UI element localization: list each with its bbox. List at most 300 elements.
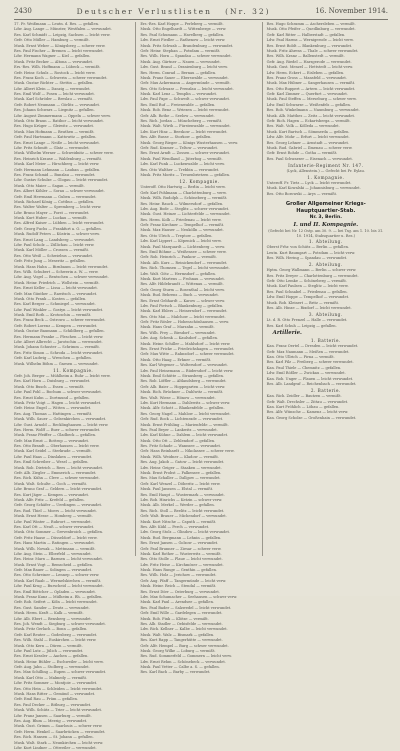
- casualty-entry: Res. Franz Schmid — Bunzlau — verwundet.: [14, 172, 96, 177]
- casualty-entry: Musk. Kurt Nitsche — Caputh — vermißt.: [140, 519, 217, 524]
- casualty-entry: Res. Fritz Dreyer — Charlottenburg — verwundet.: [266, 273, 359, 278]
- casualty-entry: Musk. Karl Meier — Hirschberg — leicht verw.: [14, 162, 100, 167]
- casualty-entry: Gefr. Rob. Heinrich — Pankow — vermißt.: [140, 255, 217, 260]
- company-subhead: 1. Kompagnie.: [307, 174, 345, 180]
- casualty-entry: Res. Aug. Thomas — Hattingen — vermißt.: [14, 411, 93, 416]
- casualty-entry: Res. Herm. Wolff — Buer — schwer verwundet.: [14, 427, 101, 432]
- casualty-entry: Res. Hugo Krüger — Gleiwitz — verwundet.: [14, 124, 95, 129]
- casualty-entry: Musk. Otto Frank — Kosten — gefallen.: [14, 296, 87, 301]
- casualty-entry: Musk. Gustav Baumann — Schildberg — gefallen.: [14, 329, 105, 334]
- casualty-entry: Res. Herm. Kolb — Friedenau — leicht verw.: [140, 217, 222, 222]
- casualty-entry: Musk. Walt. Stark — Neunkirchen — leicht verw.: [14, 740, 104, 745]
- casualty-entry: Ldw. Heinr. Geiger — Staaken — verwundet.: [140, 465, 222, 470]
- casualty-entry: Musk. Alb. Matthes — Zeitz — leicht verwundet.: [266, 113, 356, 118]
- casualty-entry: 17. Fr. Weißmann — Leutn. d. Res. — gefallen.: [14, 22, 100, 26]
- casualty-entry: Musk. Otto Haag — Erkner — vermißt.: [140, 357, 212, 362]
- casualty-entry: Res. Franz Koch — Schwerin — schwer verwundet.: [14, 75, 108, 80]
- casualty-entry: Musk. Wilhelm Werner — Schweidnitz — schwer verw.: [14, 151, 114, 156]
- casualty-entry: Gefr. Georg Fuchs — Frankfurt a. O. — gefallen.: [14, 226, 102, 231]
- company-subhead: 11. Kompagnie.: [53, 368, 94, 373]
- casualty-entry: Res. Paul Schnabel — Friedenau — gefallen.: [266, 289, 348, 294]
- abteilung-subhead: 1. Abteilung.: [308, 239, 343, 245]
- casualty-entry: Ldw. Aug. Bode — Steglitz — schwer verwundet.: [140, 206, 230, 211]
- casualty-entry: Unteroff. Fr. Tietz — Lyck — leicht verwundet.: [266, 180, 352, 185]
- casualty-entry: Gefr. Rich. Hagen — Eckartsberga — vermißt.: [266, 119, 351, 124]
- casualty-entry: Ldw. Fritz Sommer — Montjoie — verwundet.: [14, 681, 98, 686]
- casualty-entry: Res. Ernst Jansen — Golzow — verwundet.: [140, 541, 219, 546]
- casualty-entry: Gefr. Aug. Riedel — Harzgerode — verwundet.: [266, 59, 352, 64]
- casualty-entry: Musk. Ernst Weber — Königsberg — schwer verw.: [14, 43, 106, 48]
- casualty-entry: Gefr. Heinr. Engel — Witten — verwundet.: [14, 406, 92, 411]
- casualty-entry: Musk. Franz Sauer — Eberswalde — verwundet.: [140, 75, 229, 80]
- casualty-entry: Musk. Fritz Moritz — Treuenbrietzen — gefallen.: [140, 172, 231, 177]
- column-2: [140, 22, 262, 675]
- casualty-entry: Res. Ernst Boldt — Blankenburg — verwundet.: [266, 43, 353, 48]
- casualty-entry: Musk. Max Hauser — Neukölln — verwundet.: [140, 228, 224, 233]
- casualty-entry: Res. Wilh. Hering — Spandau — verwundet.: [266, 255, 348, 260]
- section-heading-sub: Nr. 3, Berlin.: [309, 214, 343, 220]
- casualty-entry: Musk. Emil Schütte — Strausberg — gefallen.: [140, 374, 225, 378]
- casualty-entry: Gefr. Emil Rau — Prüm — gefallen.: [14, 697, 79, 702]
- casualty-entry: Ldw. Fritz Schmitt — Glatz — verwundet.: [14, 145, 90, 150]
- casualty-entry: Gefr. Karl Pohlmann — Charlottenburg — verw.: [140, 190, 227, 195]
- casualty-entry: Gefr. Otto Müller — Hamburg — vermißt.: [14, 38, 90, 43]
- abteilung-2-list: [267, 268, 385, 311]
- casualty-entry: Musk. Wilh. Sauer — Gelsenkirchen — verwundet.: [14, 417, 107, 422]
- casualty-entry: Ldw. Rob. Hinrichs — Ketzin — schwer verw.: [140, 497, 223, 502]
- casualty-entry: Res. Otto Weiß — Schwiebus — verwundet.: [14, 253, 94, 258]
- casualty-entry: Gefr. Rob. Seifert — Köln — leicht verwundet.: [14, 600, 98, 605]
- casualty-entry: Musk. Wilh. Weidner — Kladow — vermißt.: [140, 454, 219, 459]
- casualty-entry: Ldw. Rich. Kellner — Kalbe — leicht verwundet.: [140, 627, 228, 632]
- regiment-note: (Lyck, Allenstein.) — Gefecht bei Pr. Eylau.: [286, 169, 366, 174]
- casualty-entry: Musk. Paul Wendland — Jüterbog — vermißt.: [140, 156, 223, 161]
- casualty-entry: Musk. Otto Busch — Essen — vermißt.: [14, 384, 85, 389]
- casualty-entry: Gefr. Aug. Jahn — Stolberg — verwundet.: [14, 665, 90, 670]
- company-subhead: 12. Kompagnie.: [179, 179, 220, 185]
- page-number: 2430: [14, 7, 32, 15]
- casualty-entry: Gefr. Fritz Jung — Meseritz — gefallen.: [14, 259, 86, 264]
- casualty-entry: Res. Ernst Dörr — Osterburg — verwundet.: [140, 589, 220, 594]
- casualty-entry: Gefr. Max Bauer — Solingen — verwundet.: [14, 568, 93, 573]
- casualty-entry: Res. Heinr. Rauch — Wilmersdorf — gefallen.: [140, 201, 224, 206]
- casualty-entry: Ldw. Max Schumacher — Seehausen — schwer verw.: [140, 595, 238, 600]
- casualty-entry: Musk. Karl Paul — Arendsee — gefallen.: [140, 600, 215, 605]
- casualty-entry: Res. Hugo Schramm — Aschersleben — vermißt.: [266, 22, 356, 26]
- casualty-entry: Musk. Fritz Ahrens — Thale — schwer verwundet.: [266, 48, 359, 53]
- casualty-entry: Musk. Fritz Gerlach — Bonn — gefallen.: [14, 627, 88, 632]
- casualty-entry: Gefr. Robert Lorenz — Kempen — verwundet.: [14, 323, 98, 328]
- casualty-entry: Res. Otto Mai — Malchow — leicht verwundet.: [140, 314, 226, 319]
- casualty-entry: Res. Rich. Thomsen — Tegel — leicht verwundet.: [140, 266, 230, 271]
- casualty-entry: Res. Rud. Sommerfeld — Gommern — leicht verw.: [140, 654, 232, 659]
- casualty-entry: Res. Wilh. Horn — Spandau — schwer verwundet.: [140, 54, 232, 59]
- casualty-entry: Res. Otto Borowski — Arys — vermißt.: [266, 191, 338, 196]
- column-2-top-list: [140, 22, 258, 178]
- casualty-entry: Gefr. Karl Ludwig — Wreschen — gefallen.: [14, 356, 92, 361]
- casualty-entry: Musk. Ernst Hesse — Homberg — vermißt.: [14, 514, 93, 519]
- casualty-entry: Res. Kurt Rapp — Tangerhütte — verwundet.: [140, 638, 223, 643]
- casualty-entry: Gefr. Heinr. Schulz — Rostock — leicht verw.: [14, 70, 96, 75]
- casualty-entry: Res. Franz Beck — Ostrowo — schwer verwundet.: [14, 318, 106, 323]
- casualty-entry: Gefr. Walt. Drechsler — Zittau — verwundet.: [266, 399, 349, 404]
- casualty-entry: Res. Wilh. Holz — Jerichow — verwundet.: [140, 573, 217, 578]
- casualty-entry: Musk. Max Hofmann — Beuthen — vermißt.: [14, 129, 95, 134]
- casualty-entry: Ldw. Herm. Eckert — Eisleben — gefallen.: [266, 70, 345, 75]
- casualty-entry: Gefr. Hermann Lehmann — Lauban — gefallen.: [14, 167, 101, 172]
- casualty-entry: Res. Otto Stolle — Plaue — leicht verwundet.: [140, 557, 223, 562]
- casualty-entry: Musk. Aug. Gärtner — Nauen — verwundet.: [140, 59, 221, 64]
- casualty-entry: Musk. Rob. Kleinert — Britz — vermißt.: [266, 300, 340, 305]
- casualty-entry: Unteroff. Otto Hartwig — Berlin — leicht verw.: [140, 185, 226, 190]
- casualty-entry: Musk. Georg Rieger — Königs Wusterhausen — verw.: [140, 140, 239, 145]
- casualty-entry: Musk. Hans Graf — Marzahn — vermißt.: [140, 325, 215, 330]
- casualty-entry: Musk. Karl Otto — Malmedy — vermißt.: [14, 675, 88, 680]
- casualty-entry: Musk. Wilh. Nowak — Mettmann — vermißt.: [14, 546, 96, 551]
- casualty-entry: Musk. Fritz Voigt — Hagen — leicht verwundet.: [14, 400, 102, 405]
- casualty-entry: Musk. Hans Hahn — Birnbaum — leicht verwundet.: [14, 264, 109, 269]
- casualty-entry: Gefr. Georg Sturm — Rosenthal — leicht verw.: [140, 287, 225, 292]
- casualty-entry: Res. Rob. Löffler — Altlandsberg — verwundet.: [140, 379, 227, 384]
- casualty-entry: Gefr. Robert Neumann — Görlitz — verwundet.: [14, 102, 101, 107]
- casualty-entry: Res. Rud. Thiel — Moers — leicht verwundet.: [14, 508, 97, 513]
- casualty-entry: Ldw. Paul Haas — Dinslaken — verwundet.: [14, 454, 93, 459]
- casualty-entry: Musk. Karl Ehlers — Heinersdorf — verwundet.: [140, 309, 228, 314]
- casualty-entry: Res. Otto Brandt — Oberhausen — leicht verw.: [14, 444, 100, 449]
- casualty-entry: Ldw. Aug. Lange — Münster, Westfalen — verwundet.: [14, 27, 112, 32]
- casualty-entry: Musk. Rob. Benz — Wriezen — leicht verwundet.: [140, 108, 230, 113]
- casualty-entry: Ldw. Kurt Lindner — Ottweiler — verwundet.: [14, 745, 97, 750]
- casualty-entry: Ldw. Paul Scholz — Züllichau — leicht verw.: [14, 243, 95, 248]
- casualty-entry: Res. Walter Walter — Spremberg — leicht verw.: [14, 205, 102, 210]
- casualty-entry: Musk. Otto Engelhardt — Wittenberge — verw.: [140, 27, 227, 32]
- casualty-entry: Gefr. Ernst Rohde — Gotha — vermißt.: [266, 151, 338, 156]
- casualty-entry: Kan. Rich. Zeidler — Bautzen — vermißt.: [266, 394, 342, 399]
- casualty-entry: Musk. Alfr. Schott — Blankenfelde — gefallen.: [140, 406, 225, 411]
- casualty-entry: Musk. Fritz Becker — Altona — verwundet.: [14, 59, 94, 64]
- casualty-entry: Ldw. Karl Kühne — Dahlem — leicht verwundet.: [140, 433, 229, 438]
- casualty-entry: Musk. Max Hübner — Sangerhausen — vermißt.: [266, 81, 356, 86]
- casualty-entry: Ldw. Karl Lippert — Köpenick — leicht verw.: [140, 239, 222, 244]
- casualty-entry: Ldw. Paul Heinemann — Rüdersdorf — leicht verw.: [140, 368, 234, 373]
- casualty-entry: Musk. Georg Wilke — Loburg — vermißt.: [140, 648, 216, 653]
- casualty-entry: Musk. Karl Seidel — Sterkrade — vermißt.: [14, 449, 92, 454]
- abteilung-3-list: [267, 318, 385, 329]
- casualty-entry: Musk. Otto Maier — Sagan — vermißt.: [14, 183, 85, 188]
- casualty-entry: Ldw. Aug. Schenk — Kaulsdorf — gefallen.: [140, 336, 219, 341]
- casualty-entry: Res. Ernst Lange — Neiße — leicht verwundet.: [14, 140, 100, 145]
- casualty-entry: Musk. Otto Braun — Ratibor — leicht verwundet.: [14, 119, 104, 124]
- casualty-entry: Musk. Walt. Schulte — Goch — vermißt.: [14, 481, 88, 486]
- casualty-entry: Ldw. Kurt Hermann — Dahlewitz — schwer verw.: [140, 400, 231, 405]
- casualty-entry: Ldw. Paul Harms — Wernigerode — leicht verw.: [266, 38, 354, 43]
- casualty-entry: Musk. Wilh. Rudolph — Schöneberg — vermißt.: [140, 196, 228, 201]
- casualty-entry: Musk. Heinr. Bühler — Eschweiler — leicht verw.: [14, 659, 104, 664]
- casualty-entry: Res. Joh. Wendt — Siegburg — schwer verwundet.: [14, 621, 107, 626]
- casualty-entry: Res. Wilh. Kranz — Ballenstedt — vermißt.: [266, 54, 345, 59]
- casualty-entry: Gefr. Rud. Kramer — Teltow — verwundet.: [140, 145, 219, 150]
- casualty-entry: Gefr. Max Naumann — Meißen — verwundet.: [266, 349, 350, 354]
- casualty-entry: Gefr. Emil Herrmann — Guben — verwundet.: [14, 194, 97, 199]
- casualty-entry: Res. Otto Schwarz — Prenzlau — leicht verwundet.: [140, 86, 234, 91]
- casualty-entry: Gefr. Fritz Haase — Düsseldorf — leicht verw.: [14, 535, 98, 540]
- casualty-entry: Res. Alb. Stadler — Oebisfelde — verwundet.: [140, 621, 223, 626]
- casualty-entry: Gefr. Franz Kirchner — Tempelhof — vermißt.: [140, 223, 225, 228]
- casualty-entry: Ldw. Ernst Rehm — Schönebeck — verwundet.: [140, 659, 226, 664]
- casualty-entry: Res. Rich. Hansen — St. Johann — gefallen.: [14, 735, 94, 740]
- casualty-entry: Res. Emil Haupt — Wustermark — verwundet.: [140, 492, 225, 497]
- casualty-entry: Ldw. Walt. Götz — Hermsdorf — gefallen.: [140, 271, 217, 276]
- casualty-entry: Res. Emil Böhme — Weißensee — schwer verw.: [140, 250, 227, 255]
- casualty-entry: Ldw. Alfr. Mohr — Erfurt — leicht verwundet.: [266, 135, 350, 140]
- casualty-entry: Ldw. Albert Klein — Danzig — verwundet.: [14, 86, 91, 91]
- casualty-entry: Musk. Hans Runge — Genthin — gefallen.: [140, 568, 218, 573]
- casualty-entry: Musk. Paul Janssen — Elstal — vermißt.: [140, 487, 214, 492]
- abteilung-subhead: 2. Abteilung.: [308, 262, 343, 268]
- casualty-entry: Res. Karl Pilz — Freiberg — schwer verwundet.: [266, 360, 354, 365]
- casualty-entry: Gefr. Karl Wenzel — Döberitz — leicht verw.: [140, 481, 221, 486]
- casualty-entry: Musk. Kurt Huber — Luckau — vermißt.: [14, 216, 88, 221]
- casualty-entry: Ldw. Albert Albrecht — Jarotschin — verwundet.: [14, 340, 103, 345]
- text-columns: [14, 22, 388, 750]
- casualty-entry: Res. Hans Martin — Ratingen — verwundet.: [14, 541, 95, 546]
- casualty-entry: Musk. Kurt Bartsch — Sömmerda — gefallen.: [266, 129, 350, 134]
- casualty-entry: Res. Alb. Hinze — Rixdorf — leicht verwundet.: [266, 306, 352, 311]
- casualty-entry: Res. Albert Köhler — Sorau — schwer verwundet.: [14, 189, 105, 194]
- casualty-entry: Ldw. Karl Funk — Luckenwalde — leicht verw.: [140, 162, 225, 167]
- casualty-entry: Ldw. Georg Stolz — Glindow — leicht verwundet.: [140, 530, 231, 535]
- page-header: [14, 5, 388, 17]
- casualty-entry: Ldw. Aug. Vogel — Bentschen — schwer verwundet.: [14, 275, 109, 280]
- casualty-entry: Gefr. Walt. Brauer — Michendorf — verwundet.: [140, 514, 227, 519]
- issue-date: 16. November 1914.: [315, 7, 388, 15]
- casualty-entry: Kan. Kurt Fröhlich — Löbau — gefallen.: [266, 405, 340, 410]
- publication-title: [77, 7, 271, 16]
- casualty-entry: Res. Franz Gross — Mansfeld — verwundet.: [266, 75, 348, 80]
- casualty-entry: Ldw. August Zimmermann — Oppeln — schwer verw.: [14, 113, 111, 118]
- casualty-entry: Gefr. Georg Schäfer — Uerdingen — verwundet.: [14, 503, 103, 508]
- casualty-entry: Ldw. Paul Krug — Burscheid — leicht verwundet.: [14, 584, 104, 589]
- casualty-entry: Musk. Richard König — Cottbus — gefallen.: [14, 199, 95, 204]
- casualty-entry: Musk. Heinr. Schiller — Mahlsdorf — leicht verw.: [140, 341, 231, 346]
- casualty-entry: Ldw. Paul Winkler — Gostyn — leicht verwundet.: [14, 307, 104, 312]
- casualty-entry: Gefr. Herm. Henkel — Saarbrücken — verwundet.: [14, 729, 106, 734]
- casualty-entry: Res. Ernst Kessler — Aachen — gefallen.: [14, 654, 89, 659]
- casualty-entry: Musk. Paul Steffen — Merseburg — schwer verw.: [266, 97, 357, 102]
- casualty-entry: Gefr. Emil Wille — Gardelegen — verwundet.: [140, 611, 223, 616]
- title-text: Deutscher Verlustlisten: [76, 6, 212, 16]
- casualty-entry: Res. Rich. Jordan — Müncheberg — vermißt.: [140, 119, 223, 124]
- casualty-entry: Musk. Karl Lenz — Templin — verwundet.: [140, 92, 218, 97]
- casualty-entry: Res. Max Schilling — Eupen — schwer verwundet.: [14, 670, 107, 675]
- casualty-entry: Ers.-Res. Karl Hoppe — Perleberg — vermißt.: [140, 22, 224, 26]
- casualty-entry: Res. Aug. Blum — Merzig — verwundet.: [14, 719, 88, 723]
- casualty-entry: Ldw. Fritz Heise — Kirchmöser — verwundet.: [140, 562, 224, 567]
- casualty-entry: Gefr. Alb. Ziegler — Emmerich — verwundet.: [14, 471, 97, 476]
- battery-1-list: [267, 344, 385, 387]
- casualty-entry: Musk. Walt. Walz — Bismark — gefallen.: [140, 632, 215, 637]
- column-2-bottom-list: [140, 185, 258, 676]
- casualty-entry: Gefr. Heinr. Stephan — Potsdam — vermißt.: [140, 48, 221, 53]
- casualty-entry: Musk. Rob. Fink — Klötze — vermißt.: [140, 616, 209, 621]
- casualty-entry: Ldw. Emil Hoppe — Tempelhof — verwundet.: [266, 295, 350, 300]
- casualty-entry: Res. Otto Schreiner — Lennep — schwer verw.: [14, 573, 100, 578]
- casualty-entry: Musk. Ernst Frühling — Marienfelde — vermißt.: [140, 422, 229, 427]
- casualty-entry: Res. Paul Bader — Salzwedel — leicht verwundet.: [140, 605, 232, 610]
- casualty-entry: Kan. Otto Ullrich — Pirna — vermißt.: [266, 354, 335, 359]
- casualty-entry: Gefr. Max Witte — Rahnsdorf — schwer verwundet.: [140, 352, 235, 357]
- casualty-entry: Musk. Karl Schröder — Breslau — vermißt.: [14, 97, 94, 102]
- casualty-entry: Musk. Paul Marquardt — Lichtenberg — verw.: [140, 244, 226, 249]
- casualty-entry: Lt. d. R. Otto Frenzel — Halle — verwundet.: [266, 318, 348, 323]
- casualty-entry: Gefr. Paul Hartmann — Kattowitz — gefallen.: [14, 135, 97, 140]
- casualty-entry: Musk. Karl Paulsen — Steglitz — leicht verw.: [266, 284, 349, 289]
- casualty-entry: Musk. Ernst Probst — Falkensee — gefallen.: [140, 471, 222, 476]
- casualty-entry: Res. Rich. Kühn — Cleve — schwer verwundet.: [14, 476, 100, 481]
- casualty-entry: Musk. Rud. Bergmann — Lehnin — gefallen.: [140, 535, 222, 540]
- column-1: [14, 22, 136, 750]
- casualty-entry: Res. Georg Nagel — Mahlow — leicht verwundet.: [140, 411, 231, 416]
- casualty-entry: Res. Walt. Wiese — Hönow — verwundet.: [140, 395, 216, 400]
- casualty-entry: Musk. Otto Kern — Düren — vermißt.: [14, 643, 83, 648]
- casualty-entry: Ldw. Ernst Fiedler — Rathenow — leicht verw.: [140, 38, 226, 43]
- casualty-entry: Res. Karl Ott — Neuß — schwer verwundet.: [14, 524, 95, 529]
- casualty-entry: Res. Karl Schmidt — Leipzig, Sachsen — leicht verw.: [14, 32, 111, 37]
- casualty-entry: Ldw. Bruno Mayer — Forst — verwundet.: [14, 210, 90, 215]
- casualty-entry: Res. Karl Horn — Duisburg — verwundet.: [14, 379, 91, 384]
- casualty-entry: Musk. Hans Ritter — Gemünd — verwundet.: [14, 692, 96, 697]
- header-rule: [14, 19, 388, 20]
- casualty-entry: Musk. Alb. Merkel — Werder — gefallen.: [140, 503, 215, 508]
- casualty-entry: Res. Emil Wolf — Posen — leicht verwundet.: [14, 92, 95, 97]
- casualty-entry: Musk. Wilhelm Böhm — Gnesen — verwundet.: [14, 361, 99, 366]
- casualty-entry: Musk. Gust. Menzel — Hettstedt — leicht verw.: [266, 65, 354, 70]
- casualty-entry: Musk. Emil Roth — Krotoschin — vermißt.: [14, 313, 92, 318]
- casualty-entry: Kan. Paul Thiele — Chemnitz — gefallen.: [266, 365, 342, 370]
- casualty-entry: Musk. Rud. Behrens — Buch — verwundet.: [140, 293, 219, 298]
- company-a-list: [267, 181, 385, 197]
- casualty-entry: Kan. Franz Oertel — Dresden — leicht verwundet.: [266, 344, 359, 349]
- casualty-entry: Musk. Heinr. Reich — Stendal — vermißt.: [140, 584, 217, 589]
- casualty-entry: Res. Ernst Keller — Lissa — leicht verwundet.: [14, 286, 98, 291]
- casualty-entry: Musk. Otto Pfeifer — Quedlinburg — verwundet.: [266, 27, 356, 32]
- column-1-top-list: [14, 22, 132, 367]
- casualty-entry: Ldw. Gustav Schulze — Glogau — leicht verwundet.: [14, 178, 109, 183]
- casualty-entry: Res. Alfr. Wünsche — Kamenz — leicht verw.: [266, 410, 349, 415]
- casualty-entry: Ldw. Emil Rößler — Zwickau — verwundet.: [266, 371, 346, 376]
- casualty-entry: Gefr. Karl Ritter — Halberstadt — gefallen.: [266, 32, 346, 37]
- casualty-entry: Ldw. Aug. Stein — Elberfeld — verwundet.: [14, 551, 92, 556]
- battery-subhead: 2. Batterie.: [310, 388, 341, 394]
- casualty-entry: Musk. Rud. Gabriel — Ilmenau — schwer verw.: [266, 145, 353, 150]
- casualty-entry: Res. Emil Böttcher — Opladen — verwundet.: [14, 589, 96, 594]
- casualty-entry: Res. Otto Walther — Trebbin — verwundet.: [140, 167, 220, 172]
- casualty-entry: Musk. Alb. Kurz — Reinickendorf — verwundet.: [140, 260, 228, 265]
- casualty-entry: Gefr. Rud. Bock — Lichtenrade — verwundet.: [140, 417, 224, 422]
- casualty-entry: Musk. Paul Vetter — Calbe a. S. — gefallen.: [140, 665, 220, 670]
- casualty-entry: Ldw. Gust. Brand — Oranienburg — leicht verw.: [140, 65, 228, 70]
- column-3-top-list: [267, 22, 385, 162]
- casualty-entry: Res. Georg Lehner — Arnstadt — verwundet.: [266, 140, 350, 145]
- casualty-entry: Ers.-Res. Wilh. Hoffmann — Lübeck — vermißt.: [14, 65, 101, 70]
- casualty-entry: Gefr. Fritz Rösler — Hohenschönhausen — verw.: [140, 320, 229, 325]
- casualty-entry: Ldw. Paul Pietsch — Blankenburg — gefallen.: [140, 303, 224, 308]
- casualty-entry: Res. Max Schaller — Dallgow — verwundet.: [140, 476, 221, 481]
- battery-2-list: [267, 394, 385, 421]
- casualty-entry: Musk. Karl Kowalski — Johannisburg — verwundet.: [266, 186, 361, 191]
- casualty-entry: Kan. Georg Scholze — Großenhain — verwundet.: [266, 415, 357, 420]
- casualty-entry: Res. Fritz Schade — Wannsee — verwundet.: [140, 444, 222, 449]
- casualty-entry: Res. Ernst Lang — Landsberg — verwundet.: [14, 237, 95, 242]
- abteilung-1-list: [267, 245, 385, 261]
- casualty-entry: Musk. Heinr. Friedrich — Wollstein — vermißt.: [14, 280, 100, 285]
- issue-number: (Nr. 32): [225, 6, 271, 16]
- casualty-entry: Musk. Rich. Brückner — Dahlwitz — vermißt.: [140, 390, 224, 395]
- casualty-entry: Res. Otto Ulrich — Treptow — gefallen.: [140, 233, 213, 238]
- casualty-entry: Ldw. Paul Pohl — Bochum — schwer verwundet.: [14, 390, 102, 395]
- casualty-entry: Ldw. Franz Jansen — Saarburg — vermißt.: [14, 713, 92, 718]
- casualty-entry: Res. Ernst Gebhardt — Karow — schwer verw.: [140, 298, 226, 303]
- casualty-entry: Res. Otto Hein — Schleiden — leicht verwundet.: [14, 686, 103, 691]
- casualty-entry: Res. Walt. Volk — Kölleda — verwundet.: [266, 124, 340, 129]
- casualty-entry: Res. Rich. Stoll — Beelitz — leicht verwundet.: [140, 508, 225, 513]
- casualty-entry: Res. Paul Fischer — Bremen — leicht verwundet.: [14, 48, 104, 53]
- casualty-entry: Res. Rob. Winkelmann — Naumburg — verwundet.: [266, 108, 360, 113]
- casualty-entry: Res. Otto Ruppert — Artern — leicht verwundet.: [266, 86, 356, 91]
- casualty-entry: Oberst Frhr. von Schütz — Berlin — gefallen.: [266, 245, 350, 250]
- casualty-entry: Hptm. Georg Wallmann — Berlin — schwer verw.: [266, 268, 357, 273]
- casualty-entry: Gefr. Alb. Baier — Hoppegarten — leicht verw.: [140, 384, 226, 389]
- casualty-entry: Musk. Otto Ott — Zehlendorf — gefallen.: [140, 438, 216, 443]
- casualty-entry: Res. Alb. Landgraf — Reichenbach — verwundet.: [266, 381, 357, 386]
- column-3: [267, 22, 388, 556]
- casualty-entry: Ldw. Kurt Hinz — Beeskow — leicht verwundet.: [140, 129, 228, 134]
- casualty-entry: Res. Gust. Sander — Deutz — verwundet.: [14, 605, 90, 610]
- casualty-entry: Ldw. Alb. Ebert — Bensberg — verwundet.: [14, 616, 92, 621]
- casualty-entry: Musk. Gust. Grimm — Saarlouis — schwer verw.: [14, 724, 103, 729]
- casualty-entry: Res. Paul Schwarzer — Eisenach — verwundet.: [266, 156, 353, 161]
- casualty-entry: Res. Wilh. Stahl — Euskirchen — leicht verw.: [14, 638, 97, 643]
- casualty-entry: Res. Ernst Kuhn — Dortmund — gefallen.: [14, 395, 90, 400]
- casualty-entry: Musk. Fritz Schwab — Brandenburg — verwundet.: [140, 43, 234, 48]
- casualty-entry: Ldw. Gust. Arnold — Recklinghausen — leicht verw.: [14, 422, 109, 427]
- casualty-entry: Ldw. Paul Lutz — Jülich — verwundet.: [14, 648, 84, 653]
- casualty-entry: Res. Emil Schreiber — Wesel — gefallen.: [14, 460, 89, 465]
- casualty-entry: Musk. Franz Pfeiffer — Gladbeck — gefallen.: [14, 433, 97, 438]
- column-1-bottom-list: [14, 374, 132, 751]
- section-note: (Gefecht bei Nr. 12 Ostp. am 30. 9. — bei Tsg. am 1. 10. bis 31. 10. 1914, Stabsquartier u. Res.): [268, 228, 384, 238]
- blackletter-heading: I. und II. Kompagnie.: [293, 221, 359, 228]
- casualty-entry: Gefr. Max Ackermann — Angermünde — vermißt.: [140, 81, 231, 86]
- casualty-entry: Res. Heinr. Marx — Barmen — leicht verwundet.: [14, 557, 103, 562]
- battery-subhead: 1. Batterie.: [310, 338, 341, 344]
- casualty-entry: Gefr. Max Günther — Rawitsch — verwundet.: [14, 291, 98, 296]
- casualty-entry: Res. Johann Schwarz — Liegnitz — gefallen.: [14, 108, 95, 113]
- casualty-entry: Res. Wilh. Schubert — Schwerin a. W. — verw.: [14, 269, 99, 274]
- casualty-entry: Musk. Johann Schuster — Schrimm — vermißt.: [14, 345, 101, 350]
- blackletter-heading: Artillerie.: [272, 330, 302, 337]
- casualty-entry: Res. Alfr. Busse — Storkow — gefallen.: [140, 135, 212, 140]
- casualty-entry: Musk. Gust. Heinze — Lichterfelde — verwundet.: [140, 212, 231, 217]
- casualty-entry: Ldw. Hermann Wagner — Kiel — gefallen.: [14, 54, 91, 59]
- casualty-entry: Res. Aug. Jakob — Gatow — leicht verwundet.: [140, 460, 225, 465]
- casualty-entry: Gefr. Alb. Rothe — Seelow — verwundet.: [140, 113, 215, 118]
- casualty-entry: Gefr. Karl Reuter — Godesberg — verwundet.: [14, 632, 98, 637]
- casualty-entry: Res. Karl Bach — Barby — verwundet.: [140, 670, 211, 675]
- casualty-entry: Res. Karl Wegener — Woltersdorf — verwundet.: [140, 363, 228, 368]
- casualty-entry: Res. Alfr. Kühl — Ferch — verwundet.: [140, 524, 210, 529]
- casualty-entry: Musk. Gustav Richter — Stettin — gefallen.: [14, 81, 94, 86]
